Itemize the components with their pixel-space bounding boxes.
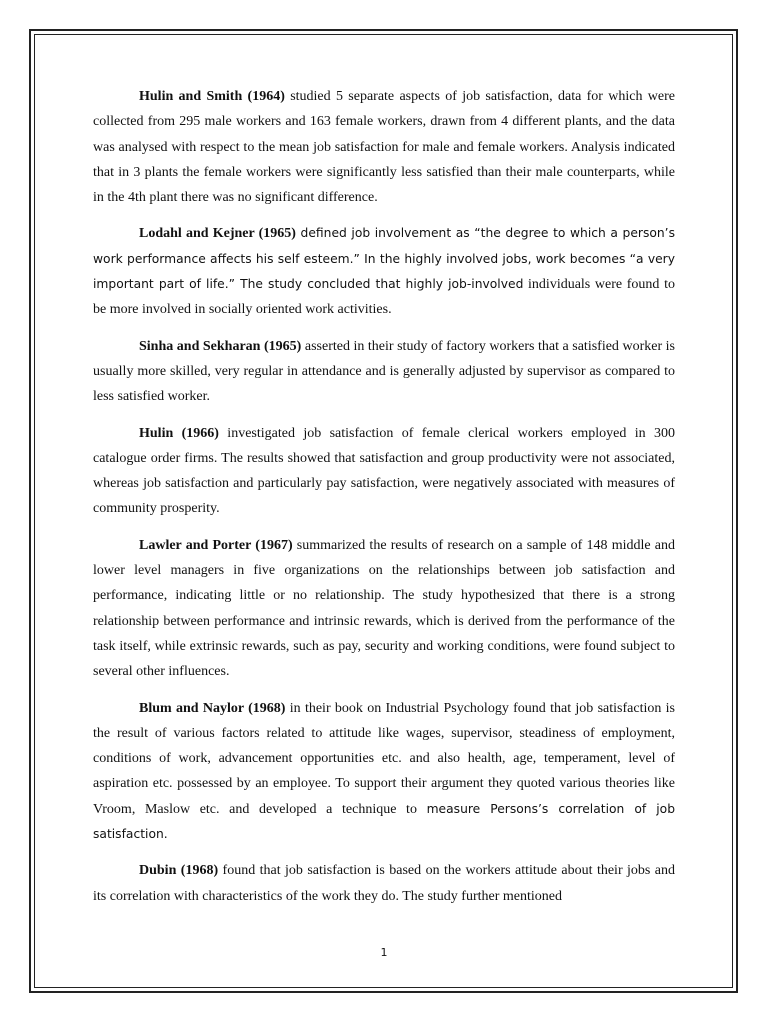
paragraph-blum-naylor	[93, 696, 675, 848]
paragraph-text: asserted in their study of factory workers that a satisfied worker is usually more skilled, very regular in attendance and is generally adjusted by supervisor as compared to less satisfied worker.	[93, 338, 675, 405]
citation-author: Hulin (1966)	[139, 425, 219, 441]
citation-author: Blum and Naylor (1968)	[139, 700, 286, 716]
citation-author: Sinha and Sekharan (1965)	[139, 338, 302, 354]
paragraph-dubin	[93, 858, 675, 909]
paragraph-text: studied 5 separate aspects of job satisfaction, data for which were collected from 295 male workers and 163 female workers, drawn from 4 different plants, and the data was analysed with respect to the mean job satisfaction for male and female workers. Analysis indicated that in 3 plants the female workers were significantly less satisfied than their male counterparts, while in the 4th plant there was no significant difference.	[93, 89, 675, 206]
paragraph-lodahl-kejner	[93, 221, 675, 322]
paragraph-text: in their book on Industrial Psychology found that job satisfaction is the result of various factors related to attitude like wages, supervisor, steadiness of employment, conditions of work, advancement opportunities etc. and also health, age, temperament, level of aspiration etc. possessed by an employee. To support their argument they quoted various theories like Vroom, Maslow etc. and developed a technique to	[93, 700, 675, 817]
paragraph-text: found that job satisfaction is based on the workers attitude about their jobs and its correlation with characteristics of the work they do. The study further mentioned	[93, 863, 676, 904]
paragraph-text: investigated job satisfaction of female clerical workers employed in 300 catalogue order firms. The results showed that satisfaction and group productivity were not associated, whereas job satisfaction and particularly pay satisfaction, were negatively associated with measures of community prosperity.	[93, 425, 675, 517]
paragraph-lawler-porter	[93, 533, 675, 685]
citation-author: Hulin and Smith (1964)	[139, 89, 285, 104]
paragraph-text: individuals were found to be more involved in socially oriented work activities.	[93, 277, 675, 318]
document-body	[93, 84, 675, 920]
page-number: 1	[380, 946, 388, 959]
paragraph-sinha-sekharan	[93, 334, 675, 410]
paragraph-text: summarized the results of research on a sample of 148 middle and lower level managers in five organizations on the relationships between job satisfaction and performance, indicating little or no relationship. The study hypothesized that there is a strong relationship between performance and intrinsic rewards, which is derived from the performance of the task itself, while extrinsic rewards, such as pay, security and working conditions, were found subject to several other influences.	[93, 537, 675, 680]
paragraph-text-quoted: defined job involvement as “the degree to which a person’s work performance affects his self esteem.” In the highly involved jobs, work becomes “a very important part of life.” The study concluded that highly job-involved	[93, 226, 675, 292]
citation-author: Dubin (1968)	[139, 863, 219, 879]
paragraph-hulin-smith	[93, 84, 675, 210]
paragraph-hulin	[93, 421, 675, 522]
paragraph-text-tail: measure Persons’s correlation of job satisfaction.	[93, 801, 675, 842]
citation-author: Lodahl and Kejner (1965)	[139, 226, 296, 242]
citation-author: Lawler and Porter (1967)	[139, 537, 293, 553]
